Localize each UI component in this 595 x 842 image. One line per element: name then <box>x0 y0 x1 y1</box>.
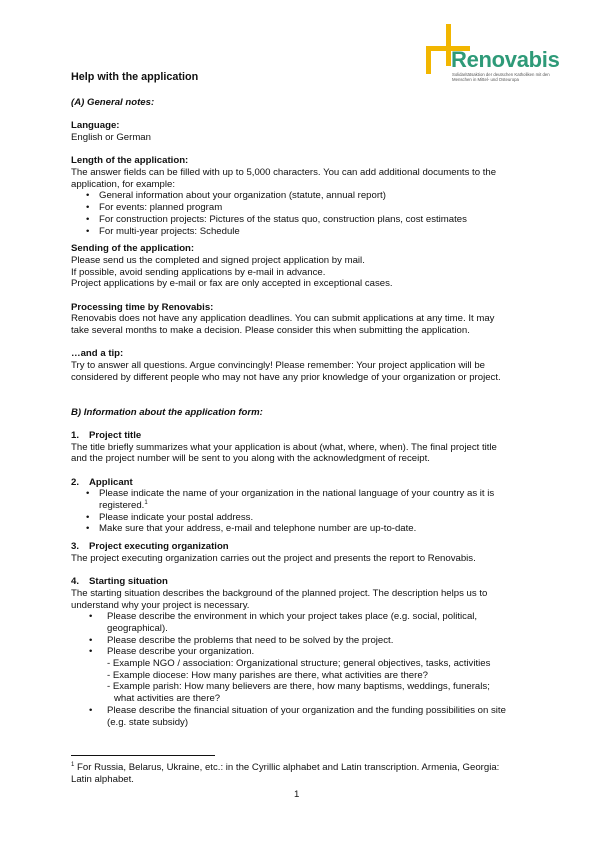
footnote-divider <box>71 755 215 756</box>
sending-line: If possible, avoid sending applications by e-mail in advance. <box>71 266 326 278</box>
processing-line: Renovabis does not have any application deadlines. You can submit applications at any time. It may <box>71 313 495 325</box>
language-text: English or German <box>71 132 151 143</box>
tip-heading: …and a tip: <box>71 348 124 360</box>
item-title: Applicant <box>89 476 133 488</box>
item-number: 2. <box>71 476 80 488</box>
example-line: - Example parish: How many believers are there, how many baptisms, weddings, funerals; <box>107 681 490 693</box>
list-item-line: Please describe your organization. <box>107 646 255 658</box>
length-heading: Length of the application: <box>71 155 189 167</box>
list-item-line: registered. <box>99 500 145 512</box>
item1-line: The title briefly summarizes what your application is about (what, where, when). The final project title <box>71 441 497 453</box>
item1-line: and the project number will be sent to you along with the acknowledgment of receipt. <box>71 453 430 465</box>
length-text-line: application, for example: <box>71 178 175 190</box>
item3-text: The project executing organization carries out the project and presents the report to Renovabis. <box>71 552 476 564</box>
item4-line: understand why your project is necessary. <box>71 599 250 611</box>
length-text-line: The answer fields can be filled with up to 5,000 characters. You can add additional documents to the <box>71 167 497 178</box>
item-number: 3. <box>71 541 80 553</box>
list-item <box>71 611 526 634</box>
item-number: 1. <box>71 429 80 441</box>
list-item: • For construction projects: Pictures of the status quo, construction plans, cost estimates <box>71 214 526 226</box>
processing-heading: Processing time by Renovabis: <box>71 301 214 313</box>
list-item <box>71 488 526 511</box>
item-title: Project executing organization <box>89 541 229 553</box>
footnote <box>71 762 526 785</box>
processing-line: take several months to make a decision. Please consider this when submitting the application. <box>71 325 470 337</box>
document-body <box>71 97 526 728</box>
page-number: 1 <box>294 789 300 800</box>
item3-heading <box>71 541 526 553</box>
list-item-line: Please describe the environment in which your project takes place (e.g. social, political, <box>107 611 478 623</box>
list-item: • Please indicate your postal address. <box>71 512 526 524</box>
logo-tagline: Solidaritätsaktion der deutschen Katholiken mit den Menschen in Mittel- und Osteuropa <box>452 72 550 82</box>
footnote-reference: 1 <box>144 500 148 507</box>
sending-line: Project applications by e-mail or fax are only accepted in exceptional cases. <box>71 278 393 290</box>
item2-heading <box>71 477 526 489</box>
item4-line: The starting situation describes the background of the planned project. The description helps us to <box>71 587 488 599</box>
list-item: • For events: planned program <box>71 202 526 214</box>
item-title: Project title <box>89 429 142 441</box>
list-item-line: geographical). <box>107 622 168 634</box>
list-item: • General information about your organization (statute, annual report) <box>71 190 526 202</box>
list-item <box>71 705 526 728</box>
footnote-line: For Russia, Belarus, Ukraine, etc.: in the Cyrillic alphabet and Latin transcription. Armenia, Georgia: <box>77 762 500 773</box>
section-b-heading: B) Information about the application form: <box>71 406 263 418</box>
language-heading: Language: <box>71 120 120 132</box>
item4-heading <box>71 576 526 588</box>
list-item <box>71 646 526 705</box>
list-item: • Please describe the problems that need to be solved by the project. <box>71 635 526 647</box>
page-title: Help with the application <box>71 71 199 83</box>
list-item-line: Please describe the financial situation of your organization and the funding possibilities on site <box>107 704 506 716</box>
item-number: 4. <box>71 576 80 588</box>
tip-line: considered by different people who may not have any prior knowledge of your organization or project. <box>71 371 501 383</box>
list-item: • Make sure that your address, e-mail and telephone number are up-to-date. <box>71 523 526 535</box>
list-item-line: Please indicate the name of your organization in the national language of your country as it is <box>99 488 495 500</box>
applicant-bullet-list <box>71 488 526 535</box>
example-line: - Example NGO / association: Organizational structure; general objectives, tasks, activities <box>107 658 491 670</box>
length-bullet-list <box>71 190 526 237</box>
tip-line: Try to answer all questions. Argue convincingly! Please remember: Your project application will be <box>71 360 485 372</box>
list-item: • For multi-year projects: Schedule <box>71 226 526 238</box>
section-a-heading: (A) General notes: <box>71 97 155 108</box>
situation-bullet-list <box>71 611 526 728</box>
logo-cross-hook <box>426 51 431 74</box>
logo-wordmark: Renovabis <box>451 47 560 72</box>
example-line: what activities are there? <box>114 693 221 705</box>
sending-line: Please send us the completed and signed project application by mail. <box>71 254 365 266</box>
sending-heading: Sending of the application: <box>71 243 195 255</box>
item-title: Starting situation <box>89 576 168 588</box>
list-item-line: (e.g. state subsidy) <box>107 716 189 728</box>
footnote-line: Latin alphabet. <box>71 773 134 785</box>
footnote-marker: 1 <box>71 762 75 768</box>
item1-heading <box>71 430 526 442</box>
example-line: - Example diocese: How many parishes are there, what activities are there? <box>107 669 429 681</box>
